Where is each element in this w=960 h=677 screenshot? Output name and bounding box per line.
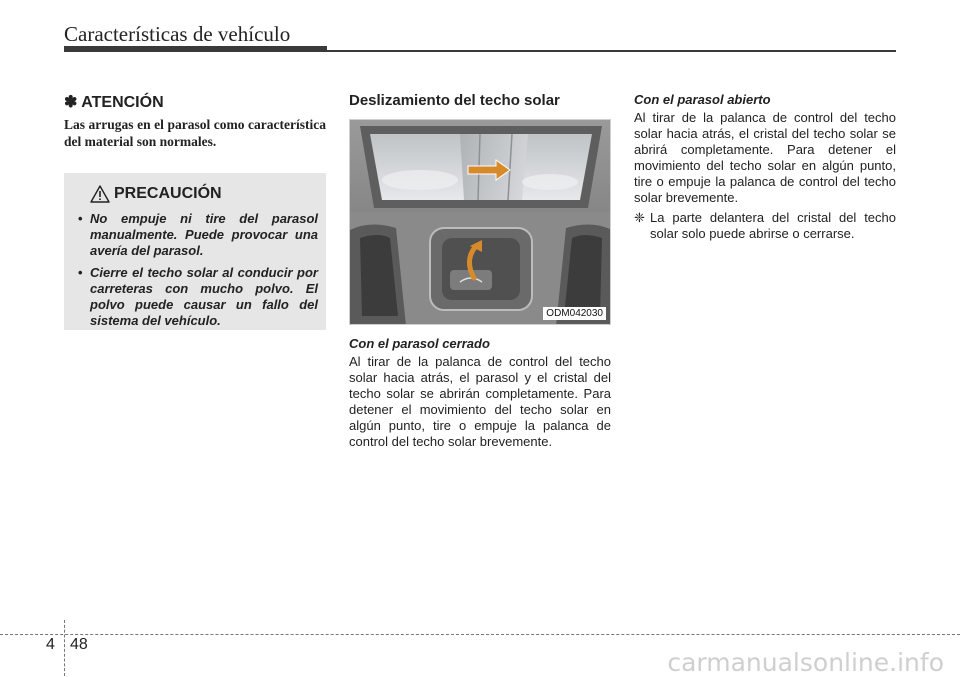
header-rule-thick	[64, 46, 327, 52]
section-title: Deslizamiento del techo solar	[349, 92, 560, 109]
note-text: La parte delantera del cristal del techo solar solo puede abrirse o cerrarse.	[650, 210, 896, 241]
page-number: 48	[70, 636, 88, 653]
sunroof-illustration	[350, 120, 611, 325]
closed-sunshade-block	[349, 336, 611, 450]
open-sunshade-text: Al tirar de la palanca de control del techo solar hacia atrás, el cristal del techo solar se abrirá completamente. Para detener el movimiento del techo solar en algún punto, tire o empuje la palanca de control del techo solar brevemente.	[634, 110, 896, 205]
closed-sunshade-title: Con el parasol cerrado	[349, 336, 490, 351]
open-sunshade-title: Con el parasol abierto	[634, 92, 771, 107]
sunroof-figure	[349, 119, 611, 325]
chapter-number: 4	[46, 636, 55, 653]
caution-item: • No empuje ni tire del parasol manualmente. Puede provocar una avería del parasol.	[76, 211, 318, 259]
header-rule-thin	[327, 50, 896, 52]
header-title: Características de vehículo	[64, 22, 291, 46]
open-sunshade-block	[634, 92, 896, 242]
watermark: carmanualsonline.info	[667, 648, 944, 677]
attention-body: Las arrugas en el parasol como característica del material son normales.	[64, 117, 326, 149]
footer-divider	[64, 620, 65, 676]
caution-box	[64, 173, 326, 330]
note-mark: ❈	[634, 210, 645, 225]
caution-list	[76, 211, 318, 329]
caution-title: PRECAUCIÓN	[114, 185, 222, 202]
warning-triangle-icon	[90, 185, 110, 203]
caution-header	[90, 185, 318, 203]
caution-item: • Cierre el techo solar al conducir por carreteras con mucho polvo. El polvo puede causar un fallo del sistema del vehículo.	[76, 265, 318, 329]
section-title-block	[349, 92, 611, 109]
attention-title: ✽ ATENCIÓN	[64, 94, 164, 111]
closed-sunshade-text: Al tirar de la palanca de control del techo solar hacia atrás, el parasol y el cristal del techo solar se abrirán completamente. Para detener el movimiento del techo solar en algún punto, tire o empuje la palanca de control del techo solar brevemente.	[349, 354, 611, 449]
attention-block	[64, 92, 326, 150]
figure-code: ODM042030	[543, 307, 606, 320]
open-sunshade-note	[634, 210, 896, 242]
footer-rule	[0, 634, 960, 635]
